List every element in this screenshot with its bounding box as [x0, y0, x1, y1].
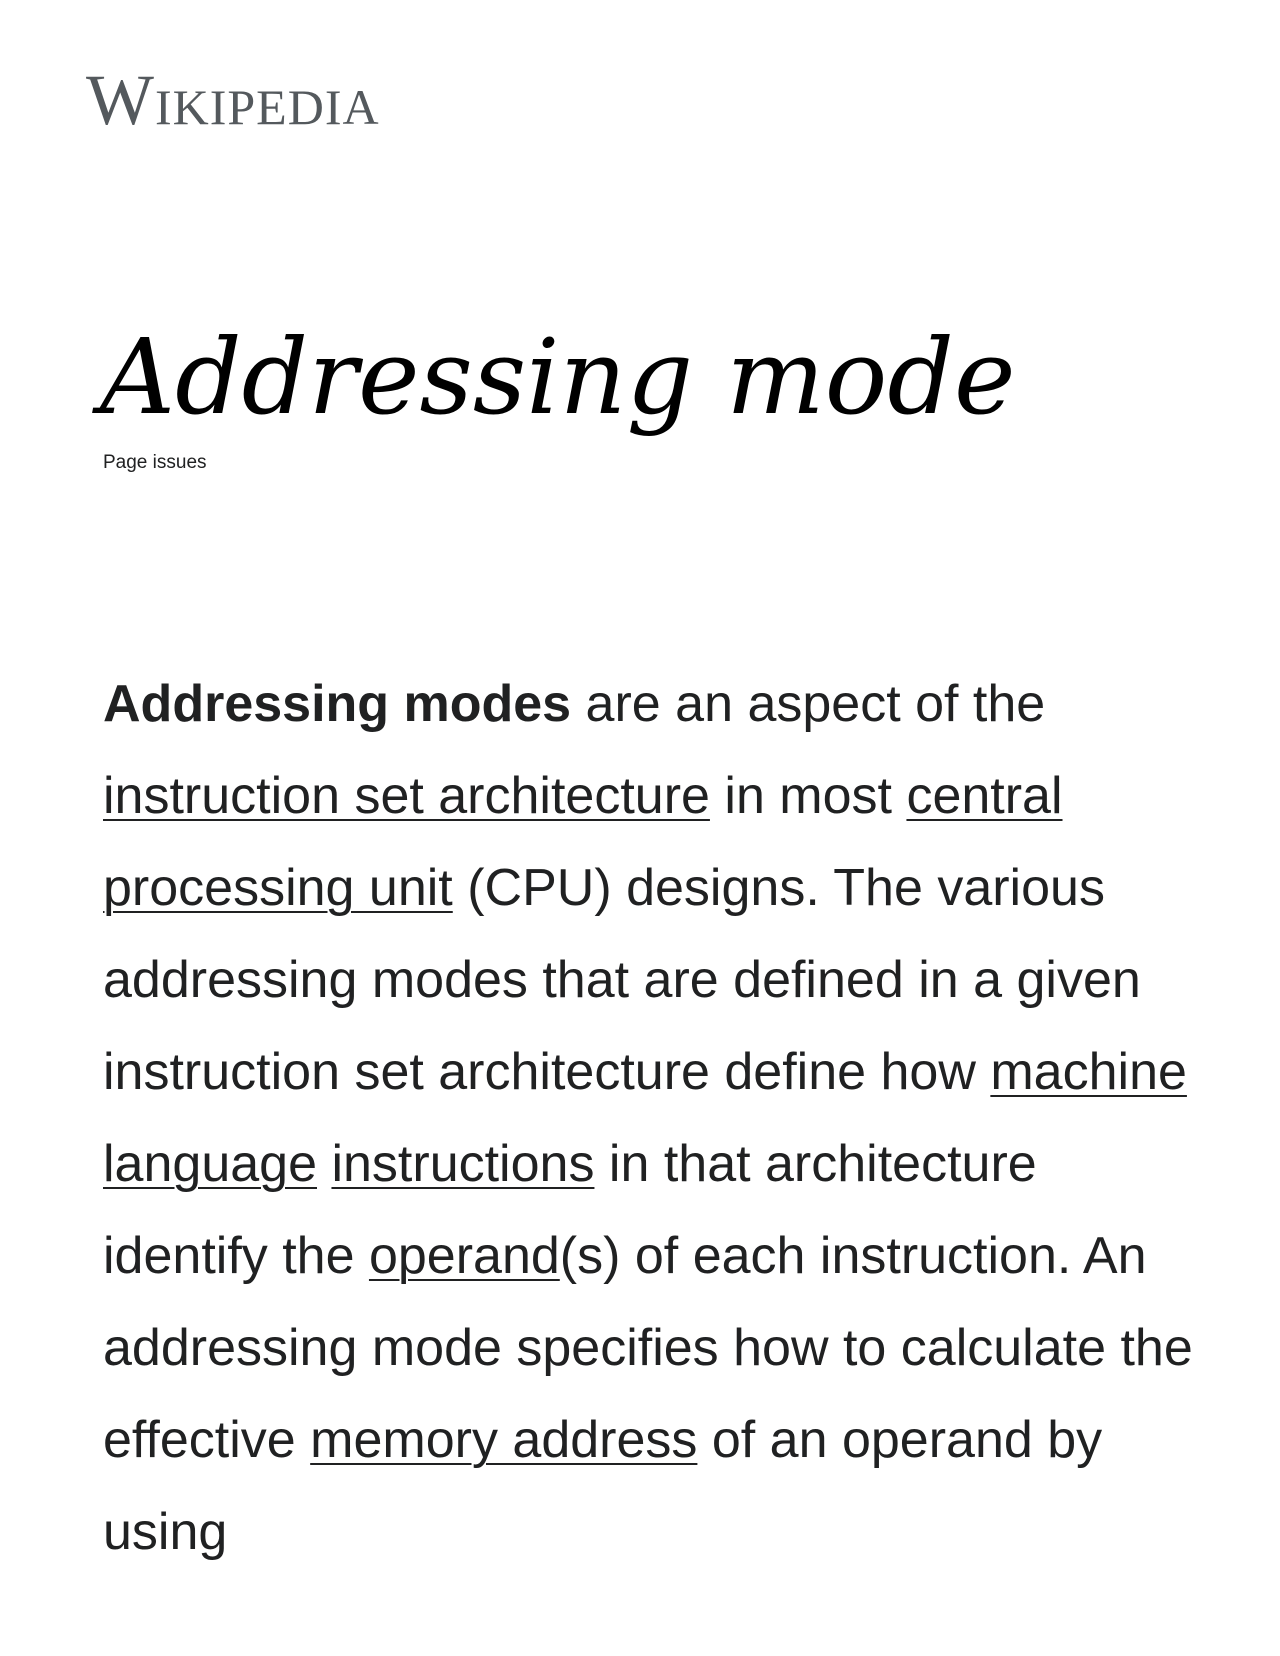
lead-text: are an aspect of the [571, 675, 1046, 733]
lead-text: (s) of each instruction. An addressing mode specifies how to calculate the effective [103, 1227, 1193, 1469]
page-title: Addressing mode [100, 316, 1016, 438]
wikipedia-logo[interactable]: Wikipedia [86, 60, 380, 140]
lead-text: of an operand by using [103, 1411, 1103, 1561]
link-machine-language[interactable]: machine language [103, 1043, 1187, 1193]
lead-text: in that architecture identify the [103, 1135, 1037, 1285]
lead-text: in most [709, 767, 907, 825]
bold-term: Addressing modes [103, 675, 572, 733]
lead-paragraph [103, 658, 1193, 1578]
link-operand[interactable]: operand [368, 1227, 560, 1285]
page-issues-link[interactable]: Page issues [103, 452, 207, 473]
link-instruction-set-architecture[interactable]: instruction set architecture [103, 767, 710, 825]
lead-text: (CPU) designs. The various addressing modes that are defined in a given instruction set architecture define how [103, 859, 1141, 1101]
lead-text [317, 1135, 331, 1193]
link-instructions[interactable]: instructions [331, 1135, 595, 1193]
link-memory-address[interactable]: memory address [310, 1411, 698, 1469]
link-central-processing-unit[interactable]: central processing unit [103, 767, 1063, 917]
